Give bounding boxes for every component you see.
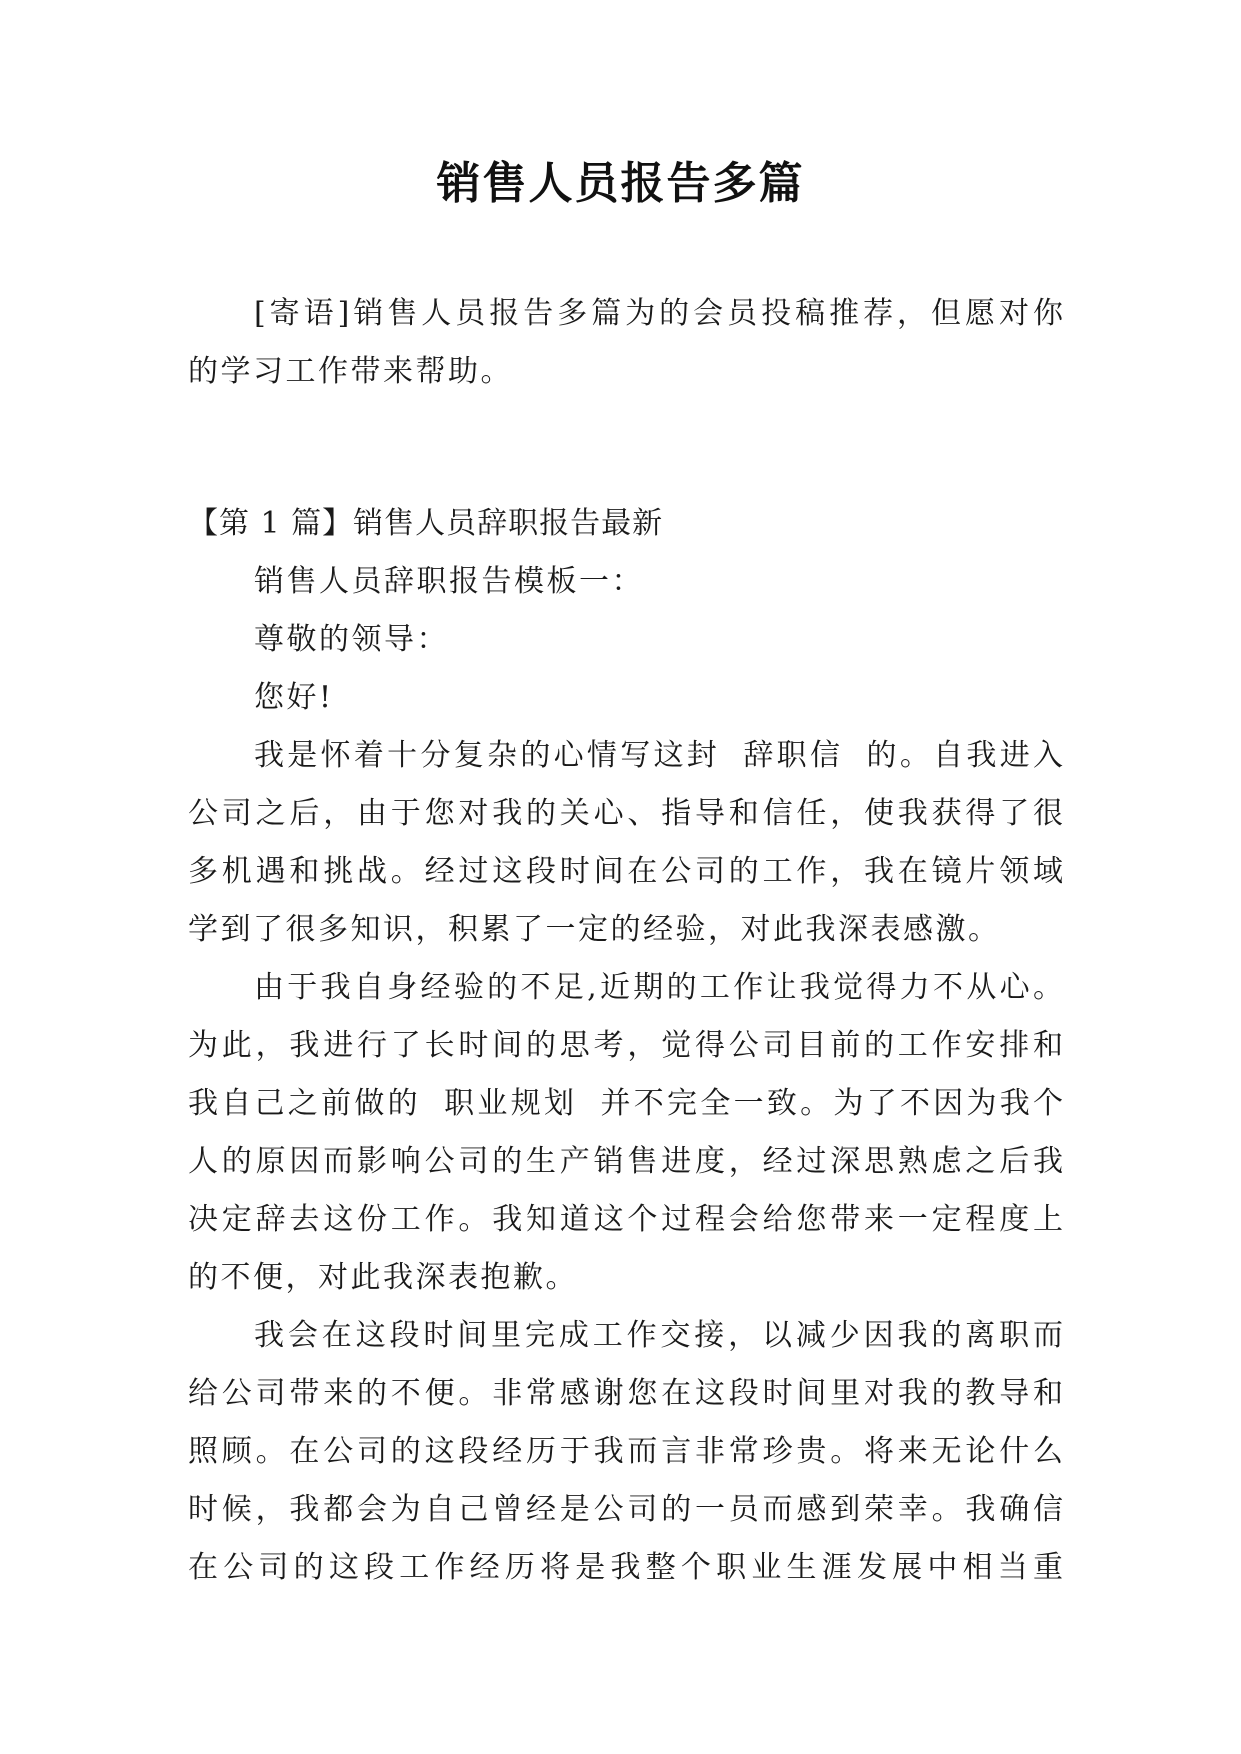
paragraph3-line-4: 时候，我都会为自己曾经是公司的一员而感到荣幸。我确信 (188, 1492, 1063, 1527)
paragraph2-line-2: 为此，我进行了长时间的思考，觉得公司目前的工作安排和 (188, 1028, 1063, 1063)
paragraph2-line-1: 由于我自身经验的不足,近期的工作让我觉得力不从心。 (254, 970, 1063, 1005)
paragraph2-line-6: 的不便，对此我深表抱歉。 (188, 1260, 578, 1295)
paragraph1-line-1 (188, 727, 1063, 785)
paragraph2-line-3-part-c: 并不完全一致。为了不因为我个 (597, 1086, 1063, 1121)
paragraph1-line-1-part-a: 我是怀着十分复杂的心情写这封 (254, 738, 721, 773)
intro-line-2: 的学习工作带来帮助。 (188, 354, 513, 389)
paragraph1-line-4: 学到了很多知识，积累了一定的经验，对此我深表感激。 (188, 912, 1001, 947)
paragraph1-line-2: 公司之后，由于您对我的关心、指导和信任，使我获得了很 (188, 796, 1063, 831)
paragraph2-line-3 (188, 1075, 1063, 1133)
paragraph3-line-2: 给公司带来的不便。非常感谢您在这段时间里对我的教导和 (188, 1376, 1063, 1411)
paragraph2-line-5: 决定辞去这份工作。我知道这个过程会给您带来一定程度上 (188, 1202, 1063, 1237)
paragraph2-line-4: 人的原因而影响公司的生产销售进度，经过深思熟虑之后我 (188, 1144, 1063, 1179)
paragraph2-line-3-part-a: 我自己之前做的 (188, 1086, 421, 1121)
spacer (188, 401, 1063, 495)
document-body (188, 285, 1063, 1597)
section-heading: 【第 1 篇】销售人员辞职报告最新 (188, 506, 664, 541)
salutation: 尊敬的领导： (254, 622, 449, 657)
greeting: 您好! (254, 680, 334, 715)
paragraph1-line-3: 多机遇和挑战。经过这段时间在公司的工作，我在镜片领域 (188, 854, 1063, 889)
letter-subtitle: 销售人员辞职报告模板一： (254, 564, 644, 599)
paragraph3-line-3: 照顾。在公司的这段经历于我而言非常珍贵。将来无论什么 (188, 1434, 1063, 1469)
paragraph3-line-1: 我会在这段时间里完成工作交接，以减少因我的离职而 (254, 1318, 1063, 1353)
paragraph1-line-1-part-c: 的。自我进入 (863, 738, 1063, 773)
document-title: 销售人员报告多篇 (436, 158, 805, 209)
intro-line-1: [寄语]销售人员报告多篇为的会员投稿推荐，但愿对你 (254, 296, 1063, 331)
paragraph3-line-5: 在公司的这段工作经历将是我整个职业生涯发展中相当重 (188, 1550, 1063, 1585)
career-plan-term: 职业规划 (440, 1086, 578, 1121)
resignation-letter-term: 辞职信 (740, 738, 844, 773)
